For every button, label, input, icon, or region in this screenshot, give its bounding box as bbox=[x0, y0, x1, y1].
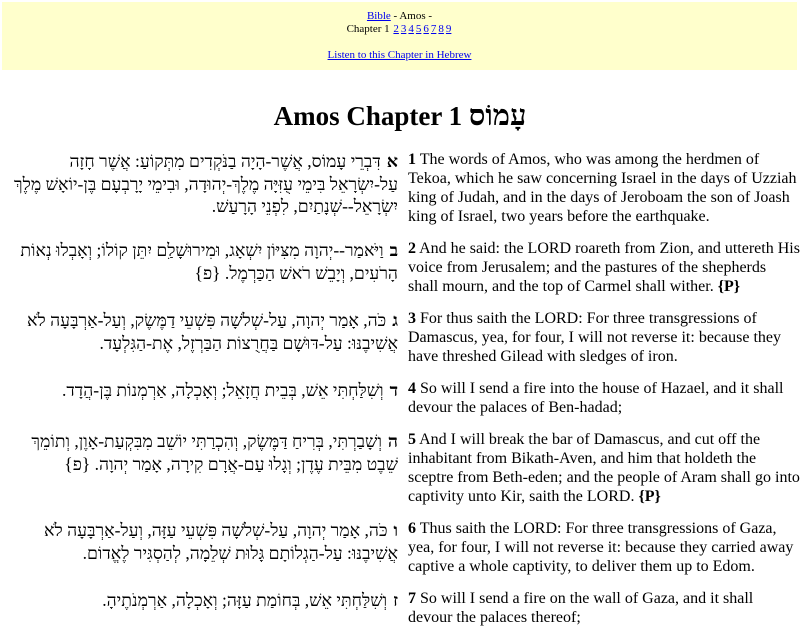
verse-row bbox=[0, 309, 800, 379]
navigation-header bbox=[2, 2, 797, 70]
chapter-link-8[interactable]: 8 bbox=[438, 23, 444, 35]
english-verse-text: And he said: the LORD roareth from Zion, and uttereth His voice from Jerusalem; and the pastures of the shepherds shall mourn, and the top of Carmel shall wither. bbox=[408, 240, 800, 295]
verse-row bbox=[0, 379, 800, 430]
verse-row bbox=[0, 150, 800, 239]
hebrew-verse-number: ה bbox=[387, 431, 398, 451]
listen-hebrew-link[interactable]: Listen to this Chapter in Hebrew bbox=[327, 49, 472, 61]
english-verse-text: For thus saith the LORD: For three transgressions of Damascus, yea, for four, I will not reverse it: because they have threshed Gilead with sledges of iron. bbox=[408, 310, 781, 365]
hebrew-verse-text: וְשִׁלַּחְתִּי אֵשׁ, בְּחוֹמַת עַזָּה; וְאָכְלָה, אַרְמְנֹתֶיהָ. bbox=[102, 590, 388, 610]
chapter-link-2[interactable]: 2 bbox=[393, 23, 399, 35]
hebrew-verse-number: ג bbox=[392, 310, 398, 330]
hebrew-verse-number: ז bbox=[393, 590, 398, 610]
english-verse-number: 7 bbox=[408, 590, 416, 607]
verse-row bbox=[0, 430, 800, 519]
hebrew-verse bbox=[0, 239, 400, 309]
english-verse-text: So will I send a fire on the wall of Gaza, and it shall devour the palaces thereof; bbox=[408, 590, 754, 626]
chapter-link-7[interactable]: 7 bbox=[430, 23, 437, 35]
hebrew-verse bbox=[0, 430, 400, 519]
chapter-link-9[interactable]: 9 bbox=[445, 23, 452, 35]
verse-row bbox=[0, 589, 800, 640]
hebrew-verse bbox=[0, 379, 400, 430]
hebrew-verse-text: וַיֹּאמַר--יְהוָה מִצִּיּוֹן יִשְׁאָג, וּמִירוּשָׁלִַם יִתֵּן קוֹלוֹ; וְאָבְלוּ נְאוֹת הָרֹעִים, וְיָבֵשׁ רֹאשׁ הַכַּרְמֶל. {פ} bbox=[20, 240, 398, 283]
chapter-navigation bbox=[2, 23, 797, 36]
bible-link[interactable]: Bible bbox=[366, 10, 391, 22]
title-english: Amos Chapter 1 bbox=[273, 101, 463, 131]
english-verse bbox=[400, 430, 800, 519]
english-verse-text: The words of Amos, who was among the herdmen of Tekoa, which he saw concerning Israel in the days of Uzziah king of Judah, and in the days of Jeroboam the son of Joash king of Israel, two years before the earthquake. bbox=[408, 151, 797, 225]
hebrew-verse-text: וְשָׁבַרְתִּי, בְּרִיחַ דַּמֶּשֶׂק, וְהִכְרַתִּי יוֹשֵׁב מִבִּקְעַת-אָוֶן, וְתוֹמֵךְ שֵׁבֶט מִבֵּית עֶדֶן; וְגָלוּ עַם-אֲרָם קִירָה, אָמַר יְהוָה. {פ} bbox=[31, 431, 398, 474]
verse-row bbox=[0, 239, 800, 309]
english-verse-number: 6 bbox=[408, 520, 416, 537]
chapter-link-3[interactable]: 3 bbox=[400, 23, 407, 35]
english-verse-number: 4 bbox=[408, 380, 416, 397]
english-verse-number: 5 bbox=[408, 431, 416, 448]
title-hebrew: עָמוֹס bbox=[468, 100, 527, 132]
chapter-link-4[interactable]: 4 bbox=[408, 23, 414, 35]
paragraph-mark: {P} bbox=[717, 278, 741, 295]
hebrew-verse-text: כֹּה, אָמַר יְהוָה, עַל-שְׁלֹשָׁה פִּשְׁעֵי עַזָּה, וְעַל-אַרְבָּעָה לֹא אֲשִׁיבֶנּוּ: עַל-הַגְלוֹתָם גָּלוּת שְׁלֵמָה, לְהַסְגִּיר לֶאֱדוֹם. bbox=[44, 520, 398, 563]
breadcrumb-separator: - bbox=[390, 10, 400, 22]
english-verse bbox=[400, 309, 800, 379]
hebrew-verse bbox=[0, 150, 400, 239]
english-verse-number: 2 bbox=[408, 240, 416, 257]
english-verse-text: Thus saith the LORD: For three transgressions of Gaza, yea, for four, I will not reverse it: because they carried away captive a whole captivity, to deliver them up to Edom. bbox=[408, 520, 794, 575]
verse-row bbox=[0, 519, 800, 589]
english-verse bbox=[400, 150, 800, 239]
english-verse-text: And I will break the bar of Damascus, and cut off the inhabitant from Bikath-Aven, and him that holdeth the sceptre from Beth-eden; and the people of Aram shall go into captivity unto Kir, saith the LORD. bbox=[408, 431, 800, 505]
verses-table bbox=[0, 150, 800, 640]
hebrew-verse-number: ד bbox=[389, 380, 398, 400]
hebrew-verse-number: ב bbox=[389, 240, 398, 260]
chapter-link-5[interactable]: 5 bbox=[415, 23, 422, 35]
hebrew-verse-number: א bbox=[386, 151, 398, 171]
breadcrumb bbox=[2, 10, 797, 23]
english-verse bbox=[400, 589, 800, 640]
hebrew-verse-text: כֹּה, אָמַר יְהוָה, עַל-שְׁלֹשָׁה פִּשְׁעֵי דַמֶּשֶׂק, וְעַל-אַרְבָּעָה לֹא אֲשִׁיבֶנּוּ: עַל-דּוּשָׁם בַּחֲרֻצוֹת הַבַּרְזֶל, אֶת-הַגִּלְעָד. bbox=[27, 310, 398, 353]
hebrew-verse-text: וְשִׁלַּחְתִּי אֵשׁ, בְּבֵית חֲזָאֵל; וְאָכְלָה, אַרְמְנוֹת בֶּן-הֲדָד. bbox=[62, 380, 384, 400]
hebrew-verse bbox=[0, 589, 400, 640]
hebrew-verse bbox=[0, 309, 400, 379]
breadcrumb-separator: - bbox=[425, 10, 433, 22]
english-verse-number: 3 bbox=[408, 310, 416, 327]
hebrew-verse-text: דִּבְרֵי עָמוֹס, אֲשֶׁר-הָיָה בַנֹּקְדִים מִתְּקוֹעַ: אֲשֶׁר חָזָה עַל-יִשְׂרָאֵל בִּימֵי עֻזִּיָּה מֶלֶךְ-יְהוּדָה, וּבִימֵי יָרָבְעָם בֶּן-יוֹאָשׁ מֶלֶךְ יִשְׂרָאֵל--שְׁנָתַיִם, לִפְנֵי הָרָעַשׁ. bbox=[14, 151, 398, 216]
english-verse bbox=[400, 379, 800, 430]
hebrew-verse bbox=[0, 519, 400, 589]
paragraph-mark: {P} bbox=[638, 488, 661, 505]
english-verse-text: So will I send a fire into the house of Hazael, and it shall devour the palaces of Ben-hadad; bbox=[408, 380, 784, 416]
english-verse-number: 1 bbox=[408, 151, 416, 168]
chapter-link-6[interactable]: 6 bbox=[423, 23, 429, 35]
hebrew-verse-number: ו bbox=[393, 520, 398, 540]
page-title bbox=[0, 98, 800, 134]
english-verse bbox=[400, 239, 800, 309]
current-chapter-label: Chapter 1 bbox=[346, 23, 390, 35]
english-verse bbox=[400, 519, 800, 589]
book-name: Amos bbox=[399, 10, 426, 22]
